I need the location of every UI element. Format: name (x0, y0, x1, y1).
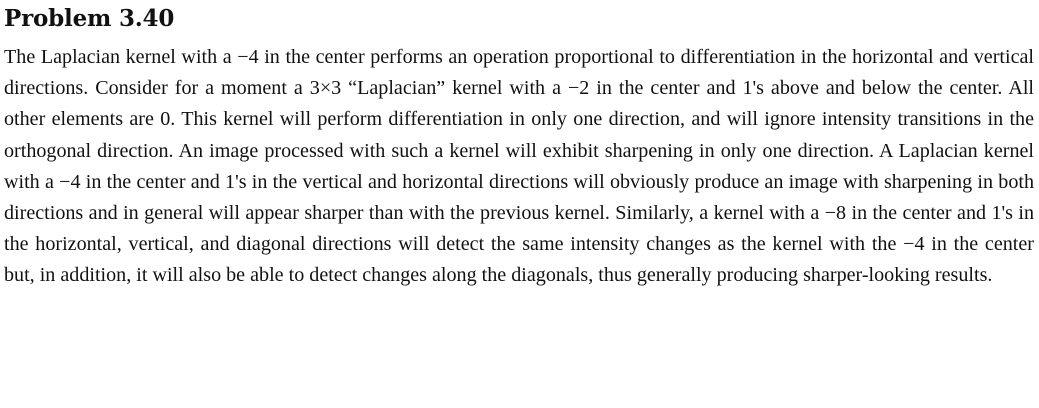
problem-title: Problem 3.40 (4, 5, 175, 32)
document-page (4, 2, 1034, 292)
problem-body-paragraph: The Laplacian kernel with a −4 in the center performs an operation proportional to differentiation in the horizontal and vertical directions. Consider for a moment a 3×3 “Laplacian” kernel with a −2 in the center and 1's above and below the center. All other elements are 0. This kernel will perform differentiation in only one direction, and will ignore intensity transitions in the orthogonal direction. An image processed with such a kernel will exhibit sharpening in only one direction. A Laplacian kernel with a −4 in the center and 1's in the vertical and horizontal directions will obviously produce an image with sharpening in both directions and in general will appear sharper than with the previous kernel. Similarly, a kernel with a −8 in the center and 1's in the horizontal, vertical, and diagonal directions will detect the same intensity changes as the kernel with the −4 in the center but, in addition, it will also be able to detect changes along the diagonals, thus generally producing sharper-looking results. (4, 46, 1034, 287)
